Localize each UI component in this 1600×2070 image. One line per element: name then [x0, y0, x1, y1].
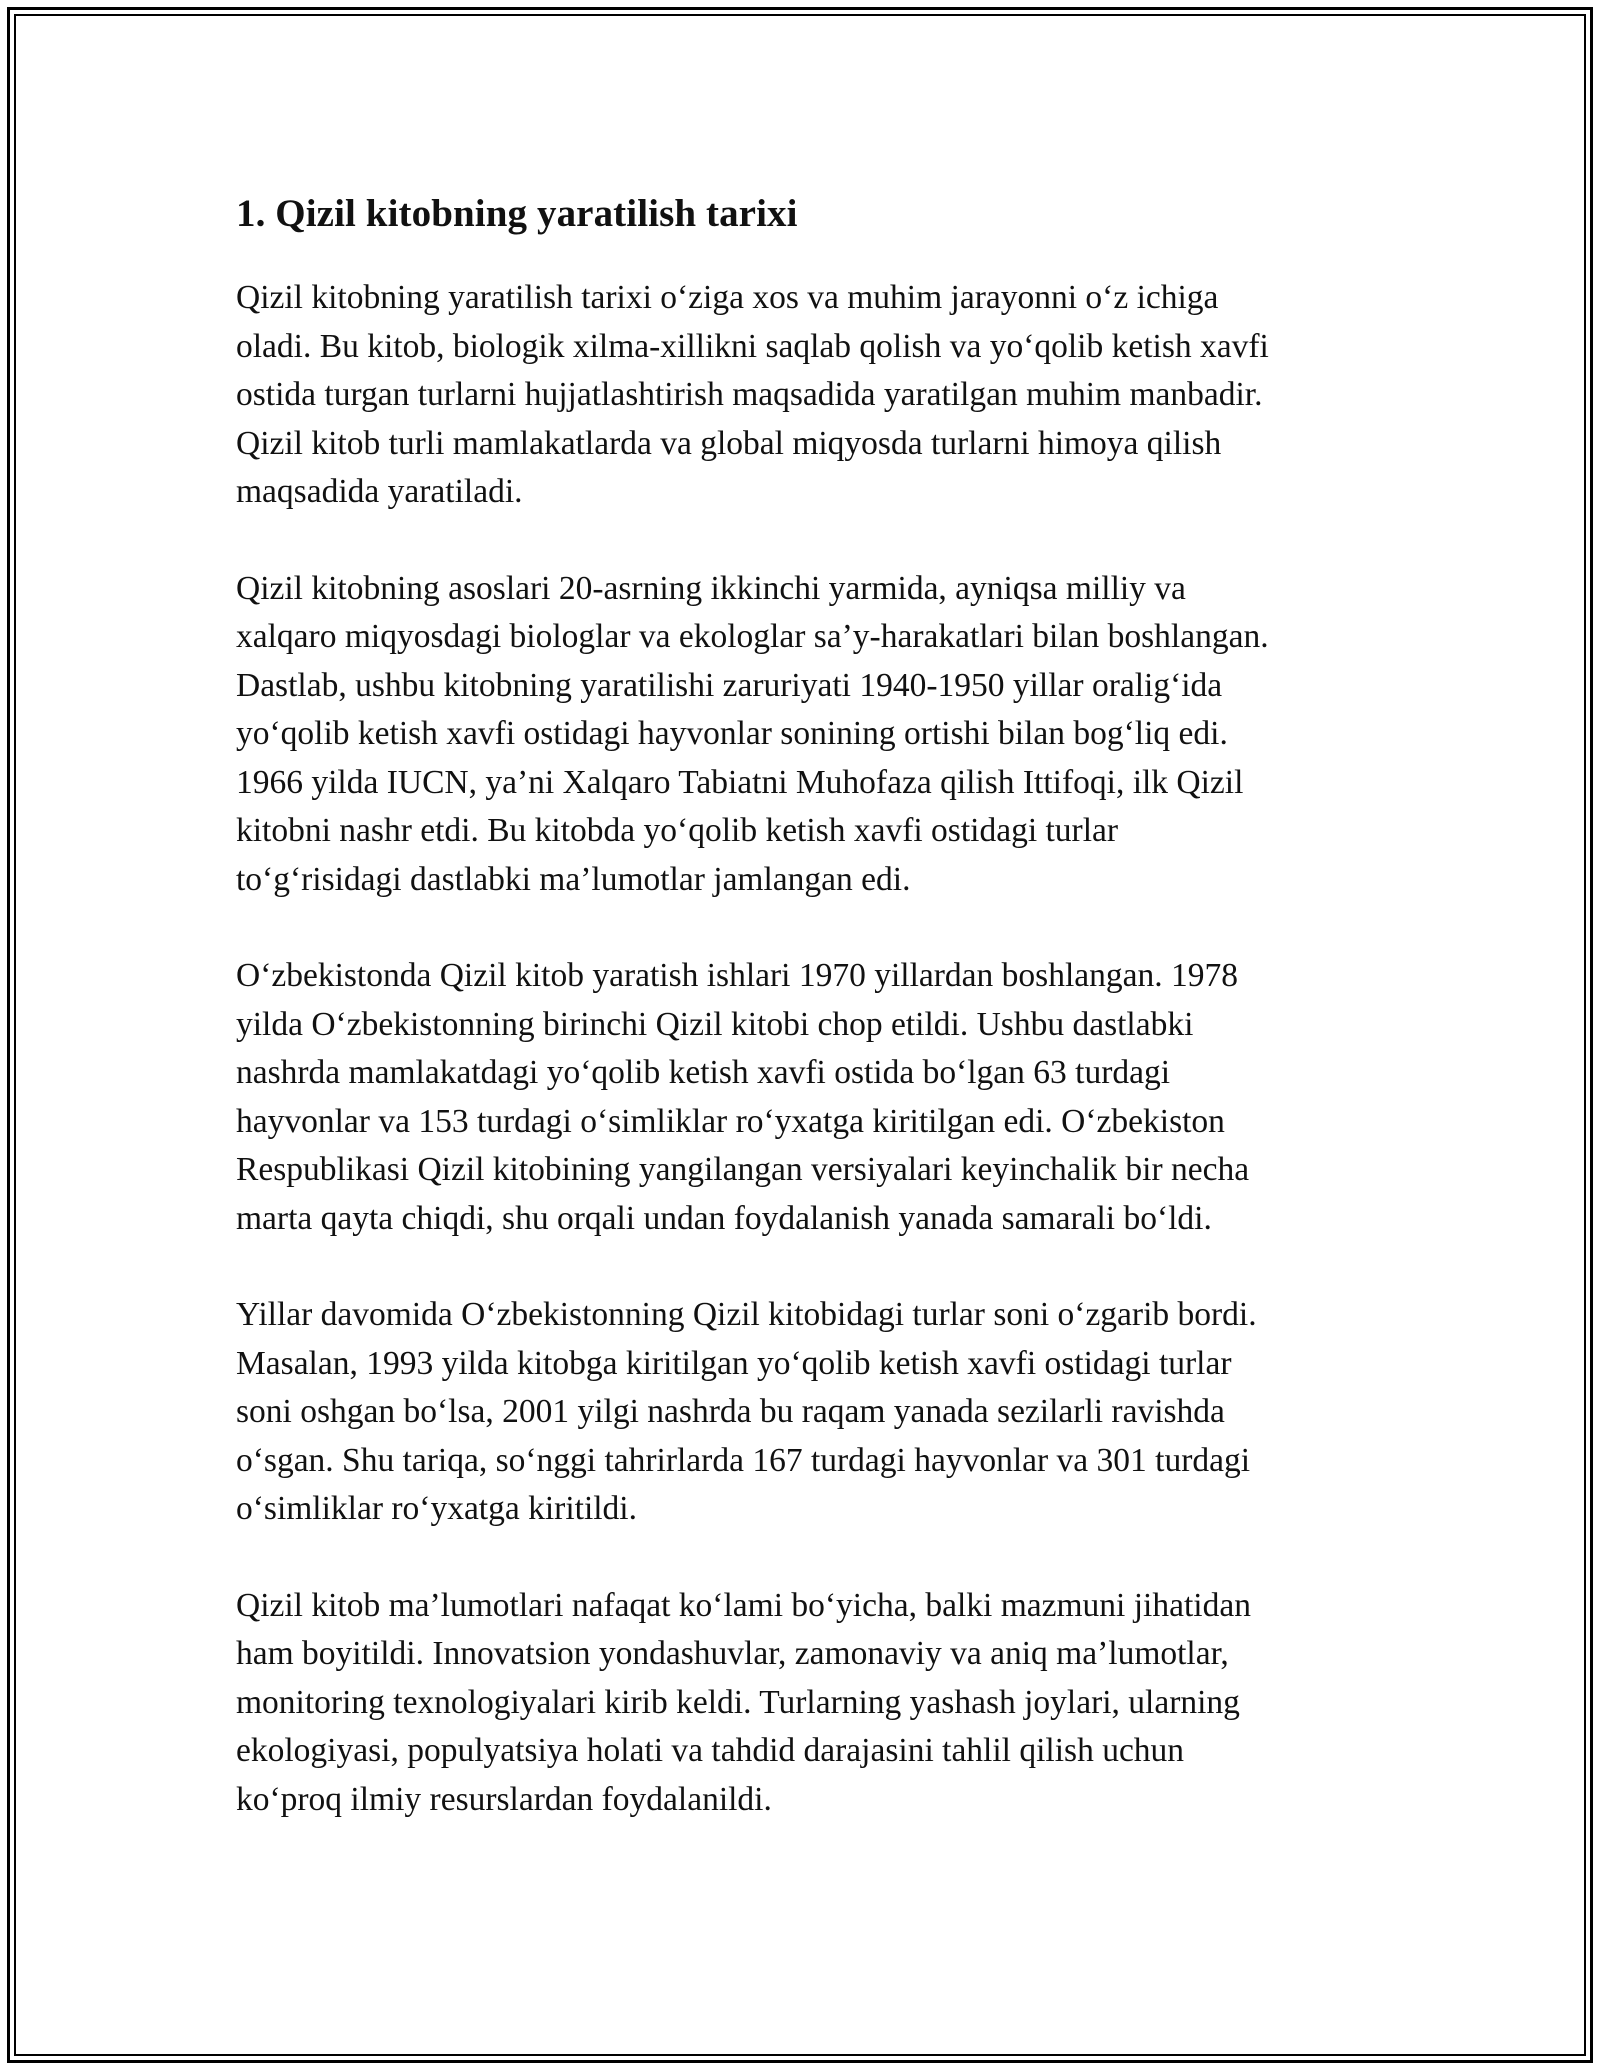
text-line: ekologiyasi, populyatsiya holati va tahdid darajasini tahlil qilish uchun: [236, 1732, 1185, 1769]
text-line: Yillar davomida O‘zbekistonning Qizil kitobidagi turlar soni o‘zgarib bordi.: [236, 1296, 1257, 1333]
paragraph-3: [236, 952, 1386, 1243]
text-line: Dastlab, ushbu kitobning yaratilishi zaruriyati 1940-1950 yillar oralig‘ida: [236, 666, 1223, 704]
paragraph-5: [236, 1582, 1386, 1825]
page-title: 1. Qizil kitobning yaratilish tarixi: [236, 192, 798, 235]
text-line: ko‘proq ilmiy resurslardan foydalanildi.: [236, 1780, 772, 1818]
text-line: soni oshgan bo‘lsa, 2001 yilgi nashrda bu raqam yanada sezilarli ravishda: [236, 1393, 1225, 1430]
text-line: O‘zbekistonda Qizil kitob yaratish ishlari 1970 yillardan boshlangan. 1978: [236, 957, 1239, 994]
text-line: yilda O‘zbekistonning birinchi Qizil kitobi chop etildi. Ushbu dastlabki: [236, 1005, 1194, 1043]
text-line: to‘g‘risidagi dastlabki ma’lumotlar jamlangan edi.: [236, 860, 911, 898]
text-line: Respublikasi Qizil kitobining yangilangan versiyalari keyinchalik bir necha: [236, 1151, 1250, 1188]
text-line: yo‘qolib ketish xavfi ostidagi hayvonlar sonining ortishi bilan bog‘liq edi.: [236, 715, 1228, 752]
text-line: monitoring texnologiyalari kirib keldi. Turlarning yashash joylari, ularning: [236, 1683, 1240, 1721]
text-line: 1966 yilda IUCN, ya’ni Xalqaro Tabiatni Muhofaza qilish Ittifoqi, ilk Qizil: [236, 763, 1244, 801]
text-line: maqsadida yaratiladi.: [236, 473, 523, 510]
text-line: o‘simliklar ro‘yxatga kiritildi.: [236, 1490, 637, 1527]
text-line: nashrda mamlakatdagi yo‘qolib ketish xavfi ostida bo‘lgan 63 turdagi: [236, 1054, 1171, 1091]
text-line: Masalan, 1993 yilda kitobga kiritilgan yo‘qolib ketish xavfi ostidagi turlar: [236, 1344, 1232, 1382]
text-line: ostida turgan turlarni hujjatlashtirish maqsadida yaratilgan muhim manbadir.: [236, 376, 1263, 413]
text-line: Qizil kitobning asoslari 20-asrning ikkinchi yarmida, ayniqsa milliy va: [236, 569, 1186, 607]
text-line: Qizil kitobning yaratilish tarixi o‘ziga xos va muhim jarayonni o‘z ichiga: [236, 279, 1219, 316]
text-line: xalqaro miqyosdagi biologlar va ekologlar sa’y-harakatlari bilan boshlangan.: [236, 618, 1269, 655]
paragraph-2: [236, 565, 1386, 905]
text-line: Qizil kitob turli mamlakatlarda va global miqyosda turlarni himoya qilish: [236, 424, 1222, 462]
text-line: hayvonlar va 153 turdagi o‘simliklar ro‘yxatga kiritilgan edi. O‘zbekiston: [236, 1102, 1225, 1140]
paragraph-4: [236, 1291, 1386, 1534]
text-line: ham boyitildi. Innovatsion yondashuvlar, zamonaviy va aniq ma’lumotlar,: [236, 1635, 1229, 1672]
text-line: o‘sgan. Shu tariqa, so‘nggi tahrirlarda 167 turdagi hayvonlar va 301 turdagi: [236, 1441, 1251, 1479]
text-line: Qizil kitob ma’lumotlari nafaqat ko‘lami bo‘yicha, balki mazmuni jihatidan: [236, 1586, 1251, 1624]
document-body: [236, 186, 1386, 1824]
text-line: marta qayta chiqdi, shu orqali undan foydalanish yanada samarali bo‘ldi.: [236, 1199, 1212, 1237]
paragraph-1: [236, 274, 1386, 517]
text-line: oladi. Bu kitob, biologik xilma-xillikni saqlab qolish va yo‘qolib ketish xavfi: [236, 327, 1269, 365]
text-line: kitobni nashr etdi. Bu kitobda yo‘qolib ketish xavfi ostidagi turlar: [236, 812, 1119, 849]
